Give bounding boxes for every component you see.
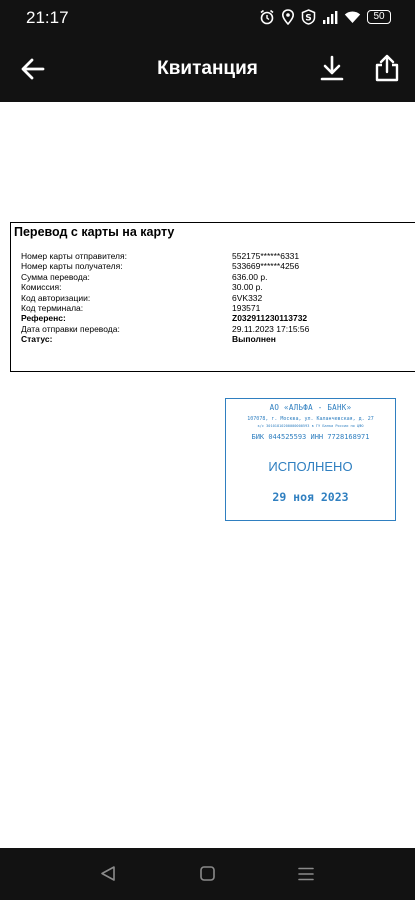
s-badge-icon (301, 9, 316, 25)
bank-stamp (225, 398, 396, 521)
status-icons (259, 9, 391, 25)
battery-level: 50 (373, 11, 385, 22)
row-label: Код терминала: (21, 302, 84, 313)
stamp-address: 107078, г. Москва, ул. Каланчевская, д. 27 (247, 416, 374, 422)
receipt-row-recipient-card (21, 261, 411, 271)
stamp-account: к/с 30101810200000000593 в ГУ Банка России по ЦФО (257, 424, 364, 428)
receipt-title: Перевод с карты на карту (14, 225, 175, 239)
receipt-row-auth-code (21, 293, 411, 303)
system-nav-bar (0, 848, 415, 900)
receipt (10, 222, 415, 372)
receipt-row-reference (21, 313, 411, 323)
receipt-row-sender-card (21, 251, 411, 261)
alarm-icon (259, 9, 275, 25)
row-label: Сумма перевода: (21, 271, 90, 282)
row-value: 193571 (232, 302, 261, 313)
row-label: Код авторизации: (21, 292, 91, 303)
row-value: Выполнен (232, 334, 276, 345)
row-value: Z032911230113732 (232, 313, 308, 324)
row-label: Референс: (21, 313, 66, 324)
row-value: 30.00 р. (232, 282, 263, 293)
nav-back-icon[interactable] (100, 865, 116, 882)
stamp-date: 29 ноя 2023 (272, 490, 349, 504)
signal-icon (322, 10, 338, 24)
receipt-row-status (21, 334, 411, 344)
svg-text:S: S (305, 13, 312, 24)
row-value: 533669******4256 (232, 261, 300, 272)
page-title: Квитанция (157, 58, 258, 79)
nav-home-icon[interactable] (200, 866, 215, 881)
row-value: 636.00 р. (232, 271, 268, 282)
receipt-row-terminal-code (21, 303, 411, 313)
row-label: Статус: (21, 334, 53, 345)
stamp-bik-inn: БИК 044525593 ИНН 7728168971 (251, 433, 370, 441)
row-value: 29.11.2023 17:15:56 (232, 323, 310, 334)
receipt-rows (21, 251, 411, 345)
receipt-row-amount (21, 272, 411, 282)
status-time: 21:17 (26, 8, 69, 27)
wifi-icon (344, 10, 361, 24)
row-value: 552175******6331 (232, 251, 300, 261)
stamp-bank-name: АО «АЛЬФА - БАНК» (269, 403, 352, 412)
app-bar (0, 36, 415, 102)
location-icon (281, 9, 295, 25)
share-button[interactable] (372, 52, 402, 84)
status-bar (0, 0, 415, 36)
nav-menu-icon[interactable] (298, 867, 314, 881)
row-label: Дата отправки перевода: (21, 323, 120, 334)
download-button[interactable] (318, 54, 346, 84)
download-icon (318, 54, 346, 84)
battery-icon (367, 10, 391, 24)
row-label: Комиссия: (21, 282, 62, 293)
share-icon (372, 52, 402, 84)
stamp-status: ИСПОЛНЕНО (268, 459, 353, 474)
row-value: 6VK332 (232, 292, 263, 303)
receipt-row-commission (21, 282, 411, 292)
row-label: Номер карты получателя: (21, 261, 123, 272)
receipt-row-date (21, 324, 411, 334)
row-label: Номер карты отправителя: (21, 251, 127, 261)
document-viewer[interactable] (0, 102, 415, 848)
